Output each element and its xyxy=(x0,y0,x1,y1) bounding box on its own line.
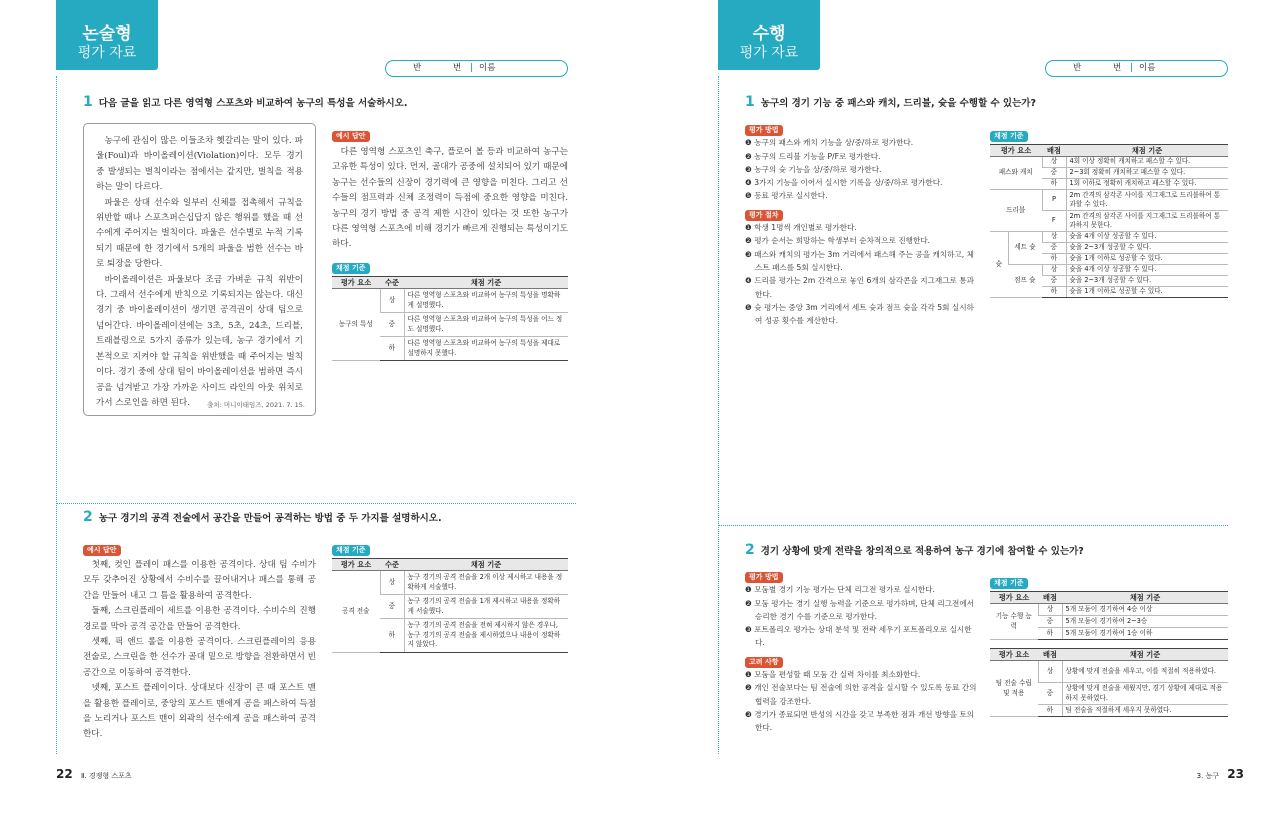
table-cell-text: 2m 간격의 삼각콘 사이를 지그재그로 드리블하여 통과하지 못한다. xyxy=(1066,211,1228,232)
table-cell-level: 중 xyxy=(1038,683,1062,705)
answer-label: 예시 답안 xyxy=(332,131,370,142)
table-cell-level: 상 xyxy=(1038,661,1062,683)
answer-1-block xyxy=(332,123,568,253)
table-header: 배점 xyxy=(1038,592,1062,604)
right-page xyxy=(640,0,1280,814)
page-number: 23 xyxy=(1227,767,1244,781)
question-1 xyxy=(745,95,1225,111)
list-item: ❶ 모둠별 경기 기능 평가는 단체 리그전 평가로 실시한다. xyxy=(745,585,935,595)
tab-title: 논술형 xyxy=(82,24,132,44)
table-header: 평가 요소 xyxy=(990,145,1042,157)
passage-paragraph: 파울은 상대 선수와 일부러 신체를 접촉해서 규칙을 위반할 때나 스포츠퍼슨십답지 않은 행위를 했을 때 선수에게 주어지는 벌칙이다. 파울은 선수별로 누적 기록되기 때문에 한 경기에서 5개의 파울을 범한 선수는 바로 퇴장을 당한다. xyxy=(96,197,303,270)
list-item: ❷ 개인 전술보다는 팀 전술에 의한 공격을 실시할 수 있도록 동료 간의 협력을 강조한다. xyxy=(745,683,977,706)
question-text: 농구 경기의 공격 전술에서 공간을 만들어 공격하는 방법 중 두 가지를 설명하시오. xyxy=(98,513,442,524)
table-cell-text: 슛을 1개 이하로 성공할 수 있다. xyxy=(1066,287,1228,298)
question-number: 2 xyxy=(83,509,93,525)
page-footer xyxy=(1197,767,1244,783)
page-footer xyxy=(56,767,132,783)
table-cell-level: 하 xyxy=(1042,179,1066,190)
chapter-label: 3. 농구 xyxy=(1196,772,1220,780)
table-cell-text: 슛을 4개 이상 성공할 수 있다. xyxy=(1066,265,1228,276)
table-cell-text: 슛을 2~3개 성공할 수 있다. xyxy=(1066,276,1228,287)
page-number: 22 xyxy=(56,767,73,781)
question-text: 경기 상황에 맞게 전략을 창의적으로 적용하여 농구 경기에 참여할 수 있는가? xyxy=(760,546,1084,557)
procedure-label: 평가 절차 xyxy=(745,210,783,221)
list-item: ❷ 농구의 드리블 기능을 P/F로 평가한다. xyxy=(745,151,881,161)
class-label: 반 xyxy=(413,63,422,73)
table-cell-text: 5개 모둠이 경기하여 2~3승 xyxy=(1062,616,1228,628)
criteria-table xyxy=(990,144,1228,298)
passage-paragraph: 바이올레이션은 파울보다 조금 가벼운 규칙 위반이다. 그래서 선수에게 반칙으로 기록되지는 않는다. 대신 경기 중 바이올레이션이 생기면 공격권이 상대 팀으로 넘어간다. 바이올레이션에는 3초, 5초, 24초, 드리블, 트래블링으로 5가지 종류가 있는데, 농구 경기에서 기본적으로 지켜야 할 규칙을 위반했을 때 주어지는 벌칙이다. 경기 중에 상대 팀이 바이올레이션을 범하면 즉시 공을 넘겨받고 가장 가까운 사이드 라인의 아웃 위치로 가서 스로인을 하면 된다. xyxy=(96,274,303,408)
table-cell-level: 하 xyxy=(1042,287,1066,298)
criteria-table xyxy=(332,558,568,653)
table-header: 채점 기준 xyxy=(404,559,568,571)
table-header: 수준 xyxy=(380,277,404,289)
table-header: 평가 요소 xyxy=(332,559,380,571)
criteria-2-block xyxy=(332,537,568,653)
table-cell-level: 상 xyxy=(1042,232,1066,243)
passage-box xyxy=(83,123,316,416)
list-item: ❶ 모둠을 편성할 때 모둠 간 실력 차이를 최소화한다. xyxy=(745,670,921,680)
separator: | xyxy=(1130,63,1134,73)
table-cell-element: 공격 전술 xyxy=(332,571,380,653)
tab-subtitle: 평가 자료 xyxy=(739,45,799,61)
method-2-block xyxy=(745,570,981,735)
table-cell-level: 상 xyxy=(1042,157,1066,168)
table-cell-text: 농구 경기의 공격 전술을 전혀 제시하지 않은 경우나, 농구 경기의 공격 전술을 제시하였으나 내용이 정확하지 않았다. xyxy=(404,619,568,653)
question-number: 2 xyxy=(745,542,755,558)
name-label: 이름 xyxy=(1139,63,1156,73)
criteria-table xyxy=(990,648,1228,717)
table-header: 채점 기준 xyxy=(1066,145,1228,157)
list-item: ❸ 패스와 캐치의 평가는 3m 거리에서 패스해 주는 공을 캐치하고, 체스트 패스를 5회 실시한다. xyxy=(745,249,974,272)
table-cell-level: 중 xyxy=(380,595,404,619)
table-cell-text: 상황에 맞게 전술을 세웠지만, 경기 상황에 제대로 적용하지 못하였다. xyxy=(1062,683,1228,705)
table-cell-text: 슛을 4개 이상 성공할 수 있다. xyxy=(1066,232,1228,243)
table-cell-text: 2m 간격의 삼각콘 사이를 지그재그로 드리블하여 통과할 수 있다. xyxy=(1066,190,1228,211)
criteria-label: 채점 기준 xyxy=(990,578,1028,589)
criteria-table xyxy=(990,591,1228,640)
question-text: 다음 글을 읽고 다른 영역형 스포츠와 비교하여 농구의 특성을 서술하시오. xyxy=(98,98,408,109)
note-label: 고려 사항 xyxy=(745,657,783,668)
list-item: ❹ 드리블 평가는 2m 간격으로 놓인 6개의 삼각콘을 지그재그로 통과한다. xyxy=(745,276,974,299)
name-field-box[interactable] xyxy=(385,60,568,77)
table-cell-element: 기능 수행 능력 xyxy=(990,604,1038,640)
table-cell-element: 패스와 캐치 xyxy=(990,157,1042,190)
list-item: ❶ 농구의 패스와 캐치 기능을 상/중/하로 평가한다. xyxy=(745,138,914,148)
answer-paragraph: 셋째, 픽 앤드 롤을 이용한 공격이다. 스크린플레이의 응용 전술로, 스크린을 한 선수가 골대 밑으로 방향을 전환하면서 빈 공간으로 이동하여 공격한다. xyxy=(83,637,316,678)
table-cell-element: 농구의 특성 xyxy=(332,289,380,361)
table-cell-level: 상 xyxy=(380,289,404,313)
criteria-label: 채점 기준 xyxy=(332,545,370,556)
table-cell-element: 드리블 xyxy=(990,190,1042,232)
passage-paragraph: 농구에 관심이 많은 이들조차 헷갈리는 말이 있다. 파울(Foul)과 바이올레이션(Violation)이다. 모두 경기 중 발생되는 벌칙이라는 점에서는 같지만, 벌칙을 적용하는 말이 다르다. xyxy=(96,136,303,193)
table-header: 평가 요소 xyxy=(332,277,380,289)
table-cell-level: 중 xyxy=(1038,616,1062,628)
table-cell-text: 슛을 1개 이하로 성공할 수 있다. xyxy=(1066,254,1228,265)
table-header: 채점 기준 xyxy=(1062,649,1228,661)
question-2 xyxy=(745,543,1225,559)
table-cell-text: 다른 영역형 스포츠와 비교하여 농구의 특성을 어느 정도 설명했다. xyxy=(404,313,568,337)
answer-paragraph: 첫째, 컷인 플레이 패스를 이용한 공격이다. 상대 팀 수비가 모두 갖추어진 상황에서 수비수를 끌어내거나 패스를 통해 공간을 만들어 내고 그 틈을 활용하여 공격한다. xyxy=(83,560,316,601)
table-cell-text: 5개 모둠이 경기하여 4승 이상 xyxy=(1062,604,1228,616)
list-item: ❹ 3가지 기능을 이어서 실시한 기록을 상/중/하로 평가한다. xyxy=(745,178,943,188)
table-cell-text: 4회 이상 정확히 캐치하고 패스할 수 있다. xyxy=(1066,157,1228,168)
table-cell-subelement: 점프 슛 xyxy=(1008,265,1042,298)
table-cell-element: 슛 xyxy=(990,232,1008,298)
table-cell-text: 상황에 맞게 전술을 세우고, 이를 적절히 적용하였다. xyxy=(1062,661,1228,683)
table-cell-text: 농구 경기의 공격 전술을 1개 제시하고 내용을 정확하게 서술했다. xyxy=(404,595,568,619)
class-label: 반 xyxy=(1073,63,1082,73)
answer-text: 다른 영역형 스포츠인 축구, 플로어 볼 등과 비교하여 농구는 고유한 특성이 있다. 먼저, 골대가 공중에 설치되어 있기 때문에 농구는 선수들의 신장이 경기력에 큰 영향을 미친다. 그리고 선수들의 점프력과 신체 조정력이 득점에 중요한 영향을 미친다. 농구의 경기 방법 중 공격 제한 시간이 있다는 것 또한 농구가 다른 영역형 스포츠에 비해 경기가 빠르게 진행되는 특성이기도 하다. xyxy=(332,147,568,250)
table-cell-text: 2~3회 정확히 캐치하고 패스할 수 있다. xyxy=(1066,168,1228,179)
table-cell-level: 하 xyxy=(1038,628,1062,640)
table-cell-text: 다른 영역형 스포츠와 비교하여 농구의 특성을 명확하게 설명했다. xyxy=(404,289,568,313)
criteria-q2-block xyxy=(990,570,1228,717)
tab-title: 수행 xyxy=(752,24,786,44)
list-item: ❺ 슛 평가는 중앙 3m 거리에서 세트 슛과 점프 슛을 각각 5회 실시하여 성공 횟수를 계산한다. xyxy=(745,302,974,326)
table-cell-level: P xyxy=(1042,190,1066,211)
criteria-1-block xyxy=(332,255,568,361)
list-item: ❸ 농구의 슛 기능을 상/중/하로 평가한다. xyxy=(745,164,882,174)
question-text: 농구의 경기 기능 중 패스와 캐치, 드리블, 슛을 수행할 수 있는가? xyxy=(760,98,1036,109)
table-cell-level: 상 xyxy=(1038,604,1062,616)
table-header: 채점 기준 xyxy=(1062,592,1228,604)
answer-paragraph: 넷째, 포스트 플레이이다. 상대보다 신장이 큰 때 포스트 맨을 활용한 플레이로, 중앙의 포스트 맨에게 공을 패스하여 득점을 노리거나 포스트 맨이 외곽의 선수에게 공을 패스하여 공격한다. xyxy=(83,683,316,740)
number-label: 번 xyxy=(453,63,462,73)
table-cell-text: 다른 영역형 스포츠와 비교하여 농구의 특성을 제대로 설명하지 못했다. xyxy=(404,337,568,361)
passage-source: 출처: 머니이태임즈, 2021. 7. 15. xyxy=(207,401,305,409)
question-number: 1 xyxy=(745,94,755,110)
table-cell-element: 팀 전술 수립 및 적용 xyxy=(990,661,1038,717)
method-1-block xyxy=(745,123,981,327)
table-cell-level: 하 xyxy=(380,337,404,361)
question-number: 1 xyxy=(83,94,93,110)
method-label: 평가 방법 xyxy=(745,125,783,136)
table-cell-subelement: 세트 슛 xyxy=(1008,232,1042,265)
name-label: 이름 xyxy=(479,63,496,73)
margin-dotted-line xyxy=(718,76,719,754)
page-tab xyxy=(718,0,820,70)
table-header: 평가 요소 xyxy=(990,649,1038,661)
table-cell-level: 중 xyxy=(1042,168,1066,179)
table-cell-level: 상 xyxy=(1042,265,1066,276)
table-header: 배점 xyxy=(1042,145,1066,157)
list-item: ❶ 학생 1명씩 개인별로 평가한다. xyxy=(745,223,857,233)
list-item: ❸ 경기가 종료되면 반성의 시간을 갖고 부족한 점과 개선 방향을 토의한다. xyxy=(745,709,975,733)
table-cell-text: 1회 이하로 정확히 캐치하고 패스할 수 있다. xyxy=(1066,179,1228,190)
margin-dotted-line xyxy=(56,76,57,754)
table-cell-level: 하 xyxy=(1038,705,1062,717)
answer-label: 예시 답안 xyxy=(83,545,121,556)
table-cell-text: 5개 모둠이 경기하여 1승 이하 xyxy=(1062,628,1228,640)
table-cell-text: 농구 경기의 공격 전술을 2개 이상 제시하고 내용을 정확하게 서술했다. xyxy=(404,571,568,595)
answer-2-block xyxy=(83,537,316,743)
section-divider xyxy=(56,503,576,504)
table-cell-level: 하 xyxy=(380,619,404,653)
table-cell-level: F xyxy=(1042,211,1066,232)
table-cell-level: 중 xyxy=(1042,243,1066,254)
table-header: 배점 xyxy=(1038,649,1062,661)
table-cell-level: 중 xyxy=(380,313,404,337)
chapter-label: Ⅱ. 경쟁형 스포츠 xyxy=(80,772,132,780)
method-label: 평가 방법 xyxy=(745,572,783,583)
list-item: ❷ 평가 순서는 희망하는 학생부터 순차적으로 진행한다. xyxy=(745,236,931,246)
section-divider xyxy=(718,525,1228,526)
table-header: 수준 xyxy=(380,559,404,571)
table-header: 평가 요소 xyxy=(990,592,1038,604)
criteria-q1-block xyxy=(990,123,1228,298)
table-cell-level: 하 xyxy=(1042,254,1066,265)
tab-subtitle: 평가 자료 xyxy=(77,45,137,61)
answer-paragraph: 둘째, 스크린플레이 세트를 이용한 공격이다. 수비수의 진행 경로를 막아 공격 공간을 만들어 공격한다. xyxy=(83,606,316,632)
list-item: ❷ 모둠 평가는 경기 실행 능력을 기준으로 평가하며, 단체 리그전에서 승리한 경기 수를 기준으로 평가한다. xyxy=(745,598,975,621)
table-header: 채점 기준 xyxy=(404,277,568,289)
list-item: ❺ 동료 평가로 실시한다. xyxy=(745,191,828,201)
list-item: ❸ 포트폴리오 평가는 상대 분석 및 전략 세우기 포트폴리오로 실시한다. xyxy=(745,625,972,648)
table-cell-level: 상 xyxy=(380,571,404,595)
question-2 xyxy=(83,510,603,526)
separator: | xyxy=(470,63,474,73)
criteria-label: 채점 기준 xyxy=(332,263,370,274)
table-cell-text: 슛을 2~3개 성공할 수 있다. xyxy=(1066,243,1228,254)
criteria-label: 채점 기준 xyxy=(990,131,1028,142)
page-tab xyxy=(56,0,158,70)
name-field-box[interactable] xyxy=(1045,60,1228,77)
number-label: 번 xyxy=(1113,63,1122,73)
table-cell-level: 중 xyxy=(1042,276,1066,287)
criteria-table xyxy=(332,276,568,361)
table-cell-text: 팀 전술을 적절하게 세우지 못하였다. xyxy=(1062,705,1228,717)
question-1 xyxy=(83,95,603,111)
